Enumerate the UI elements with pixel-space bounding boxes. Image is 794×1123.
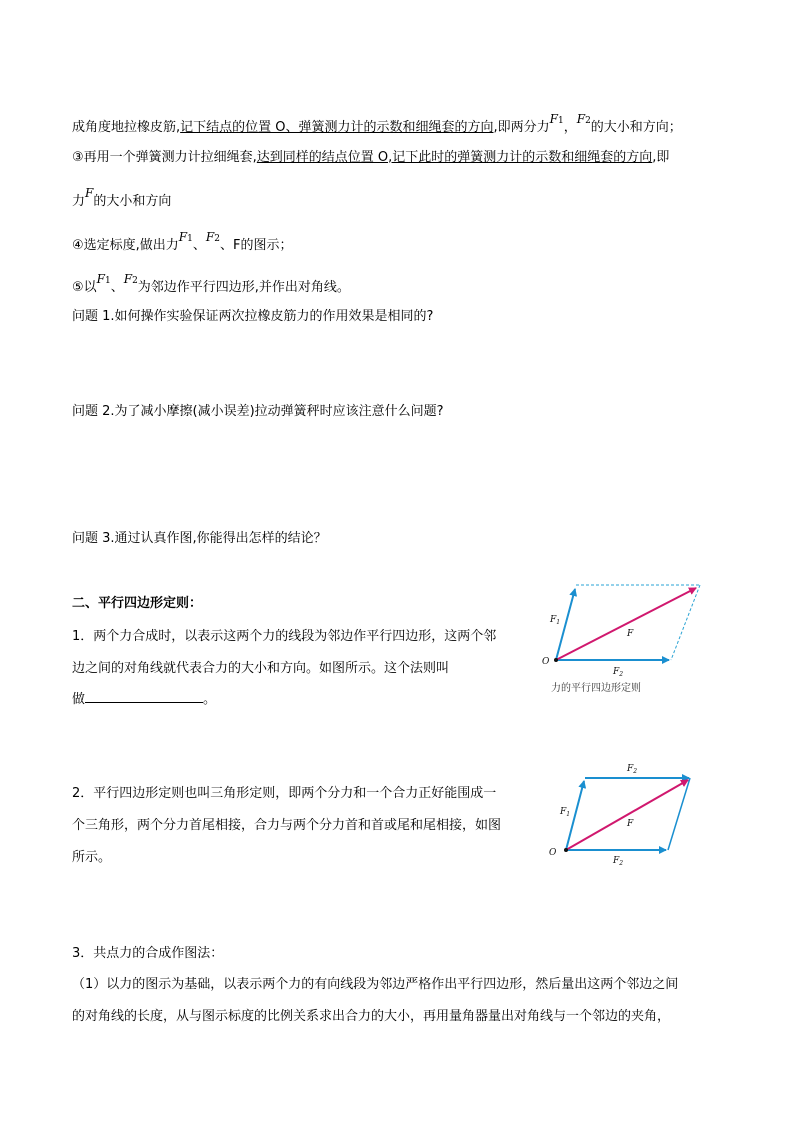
symbol-f1: F1 <box>178 230 193 244</box>
para-3-line-2: 的对角线的长度，从与图示标度的比例关系求出合力的大小，再用量角器量出对角线与一个邻边的夹角， <box>72 1009 671 1024</box>
text: 的大小和方向； <box>590 120 682 135</box>
figure-2-svg <box>536 758 706 868</box>
label-f1: $F_1$ <box>550 615 561 626</box>
text: F <box>232 238 241 253</box>
para-2-line-2: 个三角形，两个分力首尾相接，合力与两个分力首和首或尾和尾相接，如图 <box>72 818 502 833</box>
question-1: 问题 1.如何操作实验保证两次拉橡皮筋力的作用效果是相同的? <box>72 309 434 324</box>
para-1-line-1: 1．两个力合成时，以表示这两个力的线段为邻边作平行四边形，这两个邻 <box>72 629 497 644</box>
para-3-title: 3．共点力的合成作图法： <box>72 946 224 961</box>
para-1-line-2: 边之间的对角线就代表合力的大小和方向。如图所示。这个法则叫 <box>72 661 450 676</box>
symbol-f2: F2 <box>576 112 591 126</box>
label-f2-top: $F_2$ <box>627 764 638 775</box>
step-4 <box>72 230 293 253</box>
question-2: 问题 2.为了减小摩擦(减小误差)拉动弹簧秤时应该注意什么问题? <box>72 404 444 419</box>
text: 的图示； <box>240 238 293 253</box>
symbol-f2: F2 <box>205 230 220 244</box>
figure-parallelogram-rule <box>534 578 710 696</box>
para-1-line-3 <box>72 688 216 707</box>
label-f2-bottom: $F_2$ <box>613 856 624 867</box>
text: ④选定标度,做出力 <box>72 238 179 253</box>
label-f: F <box>627 819 634 829</box>
text: 、 <box>219 238 233 253</box>
label-f1: $F_1$ <box>560 807 571 818</box>
text: 、 <box>110 280 124 295</box>
step-5 <box>72 272 350 295</box>
text: ⑤以 <box>72 280 97 295</box>
text: 、 <box>192 238 206 253</box>
symbol-f: F <box>85 186 94 200</box>
label-f: F <box>627 629 634 639</box>
text: ， <box>563 120 577 135</box>
fill-in-blank[interactable] <box>85 690 203 703</box>
underlined-text: 达到同样的结点位置 O,记下此时的弹簧测力计的示数和细绳套的方向 <box>256 150 653 165</box>
step-3 <box>72 146 669 165</box>
text: ,即两分力 <box>493 120 550 135</box>
arrow-f-resultant <box>556 588 696 660</box>
arrow-f-resultant <box>566 780 688 850</box>
para-3-line-1: （1）以力的图示为基础，以表示两个力的有向线段为邻边严格作出平行四边形，然后量出这两个邻边之间 <box>72 977 679 992</box>
symbol-f2: F2 <box>123 272 138 286</box>
step-2-continuation <box>72 112 682 135</box>
para-2-line-3: 所示。 <box>72 850 112 865</box>
text: ,即 <box>652 150 670 165</box>
text: 力 <box>72 194 86 209</box>
symbol-f1: F1 <box>549 112 564 126</box>
question-3: 问题 3.通过认真作图,你能得出怎样的结论？ <box>72 531 327 546</box>
label-f2: $F_2$ <box>613 667 624 678</box>
text: ③再用一个弹簧测力计拉细绳套, <box>72 150 257 165</box>
dashed-edge-right <box>671 585 700 660</box>
point-o <box>554 658 558 662</box>
figure-caption: 力的平行四边形定则 <box>551 683 641 694</box>
text: 的大小和方向 <box>93 194 172 209</box>
figure-1-svg <box>534 578 710 696</box>
symbol-f1: F1 <box>96 272 111 286</box>
label-o: O <box>542 657 550 667</box>
step-3-cont <box>72 186 172 209</box>
section-title: 二、平行四边形定则： <box>72 596 203 611</box>
figure-triangle-rule <box>536 758 706 868</box>
label-o: O <box>549 848 557 858</box>
para-2-line-1: 2．平行四边形定则也叫三角形定则，即两个分力和一个合力正好能围成一 <box>72 786 497 801</box>
text: 成角度地拉橡皮筋, <box>72 120 181 135</box>
underlined-text: 记下结点的位置 O、弹簧测力计的示数和细绳套的方向 <box>180 120 494 135</box>
text: 为邻边作平行四边形,并作出对角线。 <box>137 280 350 295</box>
point-o <box>564 848 568 852</box>
text: 做 <box>72 692 86 707</box>
text: 。 <box>203 692 217 707</box>
